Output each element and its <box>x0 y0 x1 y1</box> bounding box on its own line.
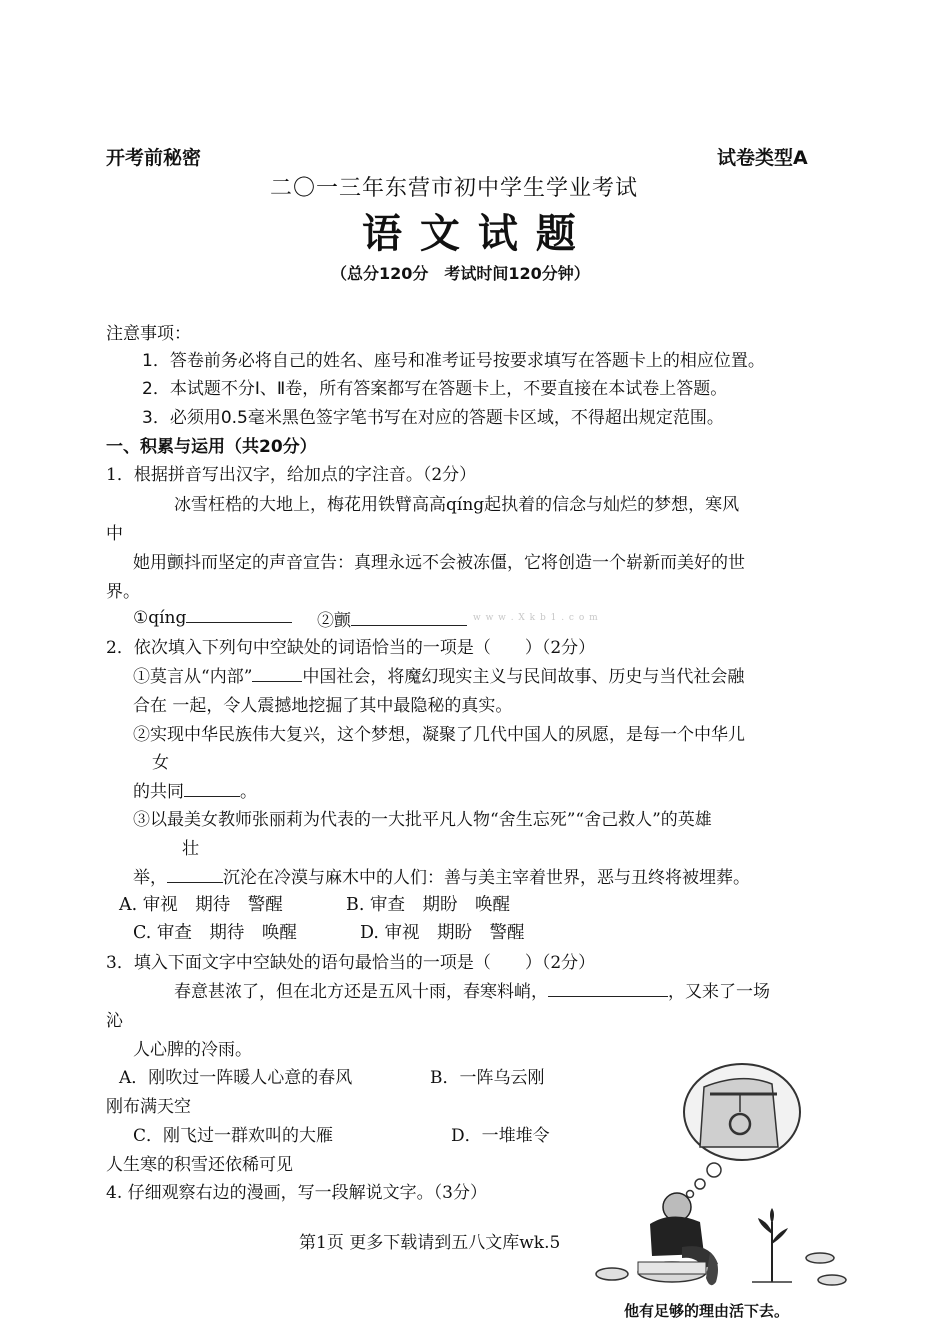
stump <box>818 1275 846 1285</box>
q3-passage-cont: 人心脾的冷雨。 <box>133 1040 252 1060</box>
q1-passage-line2: 她用颤抖而坚定的声音宣告：真理永远不会被冻僵，它将创造一个崭新而美好的世 <box>133 553 745 573</box>
answer-line <box>351 609 467 626</box>
note-item-3: 3．必须用0.5毫米黑色签字笔书写在对应的答题卡区域，不得超出规定范围。 <box>142 408 724 428</box>
q4-stem: 4. 仔细观察右边的漫画，写一段解说文字。（3分） <box>106 1183 487 1203</box>
exam-title: 语 文 试 题 <box>362 211 578 257</box>
q3-passage-part-b: ，又来了一场 <box>668 982 770 1002</box>
q2-sentence-1-cont: 合在 一起，令人震撼地挖掘了其中最隐秘的真实。 <box>133 696 513 716</box>
score-info: （总分120分 考试时间120分钟） <box>331 264 590 283</box>
q1-passage-line3: 界。 <box>106 582 140 602</box>
exam-subtitle: 二〇一三年东营市初中学生学业考试 <box>270 176 639 201</box>
q3-passage <box>174 977 770 1002</box>
q3-passage-part-a: 春意甚浓了，但在北方还是五风十雨，春寒料峭， <box>174 982 548 1002</box>
q2-sentence-2-wrap: 女 <box>152 753 169 773</box>
confidential-label: 开考前秘密 <box>106 147 202 169</box>
stump <box>638 1262 706 1274</box>
page-footer: 第1页 更多下载请到五八文库wk.5 <box>299 1233 561 1253</box>
q3-option-d: D．一堆堆令 <box>451 1126 550 1146</box>
q3-option-d-cont: 人生寒的积雪还依稀可见 <box>106 1155 293 1175</box>
q2-sentence-3-wrap: 壮 <box>182 839 199 859</box>
q2-stem: 2．依次填入下列句中空缺处的词语恰当的一项是（ ）（2分） <box>106 638 596 658</box>
q2-s2-part-b: 的共同 <box>133 782 184 802</box>
q1-passage-wrap: 中 <box>106 524 123 544</box>
q1-blank-1 <box>133 606 292 628</box>
seedling-leaf <box>770 1208 774 1224</box>
answer-line <box>167 866 223 883</box>
q2-sentence-2: ②实现中华民族伟大复兴，这个梦想，凝聚了几代中国人的夙愿，是每一个中华儿 <box>133 725 745 745</box>
q2-sentence-2-cont <box>133 777 257 802</box>
bubble-dot <box>707 1163 721 1177</box>
paper-type-label: 试卷类型A <box>717 147 808 169</box>
watermark: w w w . X k b 1 . c o m <box>473 613 599 623</box>
q2-s2-part-c: 。 <box>240 782 257 802</box>
q2-s1-part-a: ①莫言从“内部” <box>133 667 253 687</box>
stump <box>806 1253 834 1263</box>
q3-option-b-cont: 刚布满天空 <box>106 1097 191 1117</box>
stump <box>596 1268 628 1280</box>
note-item-1: 1．答卷前务必将自己的姓名、座号和准考证号按要求填写在答题卡上的相应位置。 <box>142 351 765 371</box>
answer-line <box>548 980 668 997</box>
q1-blank-1-label: ①qíng <box>133 608 187 628</box>
q2-s1-part-b: 中国社会，将魔幻现实主义与民间故事、历史与当代社会融 <box>302 667 745 687</box>
seedling-leaf <box>758 1218 772 1234</box>
q3-stem: 3．填入下面文字中空缺处的语句最恰当的一项是（ ）（2分） <box>106 953 596 973</box>
notes-heading: 注意事项： <box>106 324 191 344</box>
cartoon-caption: 他有足够的理由活下去。 <box>624 1302 790 1320</box>
q2-sentence-3: ③以最美女教师张丽莉为代表的一大批平凡人物“舍生忘死”“舍己救人”的英雄 <box>133 810 712 830</box>
q1-blank-2 <box>317 606 467 631</box>
q3-option-b: B．一阵乌云刚 <box>430 1068 545 1088</box>
bubble-dot <box>687 1191 694 1198</box>
q3-option-c: C．刚飞过一群欢叫的大雁 <box>133 1126 334 1146</box>
seedling-leaf <box>772 1228 788 1244</box>
bubble-dot <box>695 1179 705 1189</box>
q1-blank-2-label: ②颤 <box>317 611 351 631</box>
q3-option-a: A．刚吹过一阵暖人心意的春风 <box>119 1068 353 1088</box>
answer-line <box>184 780 240 797</box>
q2-option-d: D. 审视 期盼 警醒 <box>360 923 525 943</box>
q2-option-b: B. 审查 期盼 唤醒 <box>346 895 510 915</box>
q2-sentence-3-cont <box>133 863 750 888</box>
q2-option-a: A. 审视 期待 警醒 <box>119 895 283 915</box>
answer-line <box>186 606 292 623</box>
q1-stem: 1．根据拼音写出汉字，给加点的字注音。（2分） <box>106 465 477 485</box>
q2-option-c: C. 审查 期待 唤醒 <box>133 923 297 943</box>
cartoon-illustration <box>582 1042 852 1332</box>
section-heading: 一、积累与运用（共20分） <box>106 437 317 457</box>
q2-s3-part-c: 沉沦在冷漠与麻木中的人们：善与美主宰着世界，恶与丑终将被埋葬。 <box>223 868 750 888</box>
cartoon-drawing <box>582 1042 852 1292</box>
q3-passage-wrap: 沁 <box>106 1011 123 1031</box>
answer-line <box>252 665 302 682</box>
q2-s3-part-b: 举， <box>133 868 167 888</box>
note-item-2: 2．本试题不分Ⅰ、Ⅱ卷，所有答案都写在答题卡上，不要直接在本试卷上答题。 <box>142 379 728 399</box>
q2-sentence-1 <box>133 662 744 687</box>
q1-passage-line1: 冰雪枉梏的大地上，梅花用铁臂高高qíng起执着的信念与灿烂的梦想，寒风 <box>174 495 740 515</box>
